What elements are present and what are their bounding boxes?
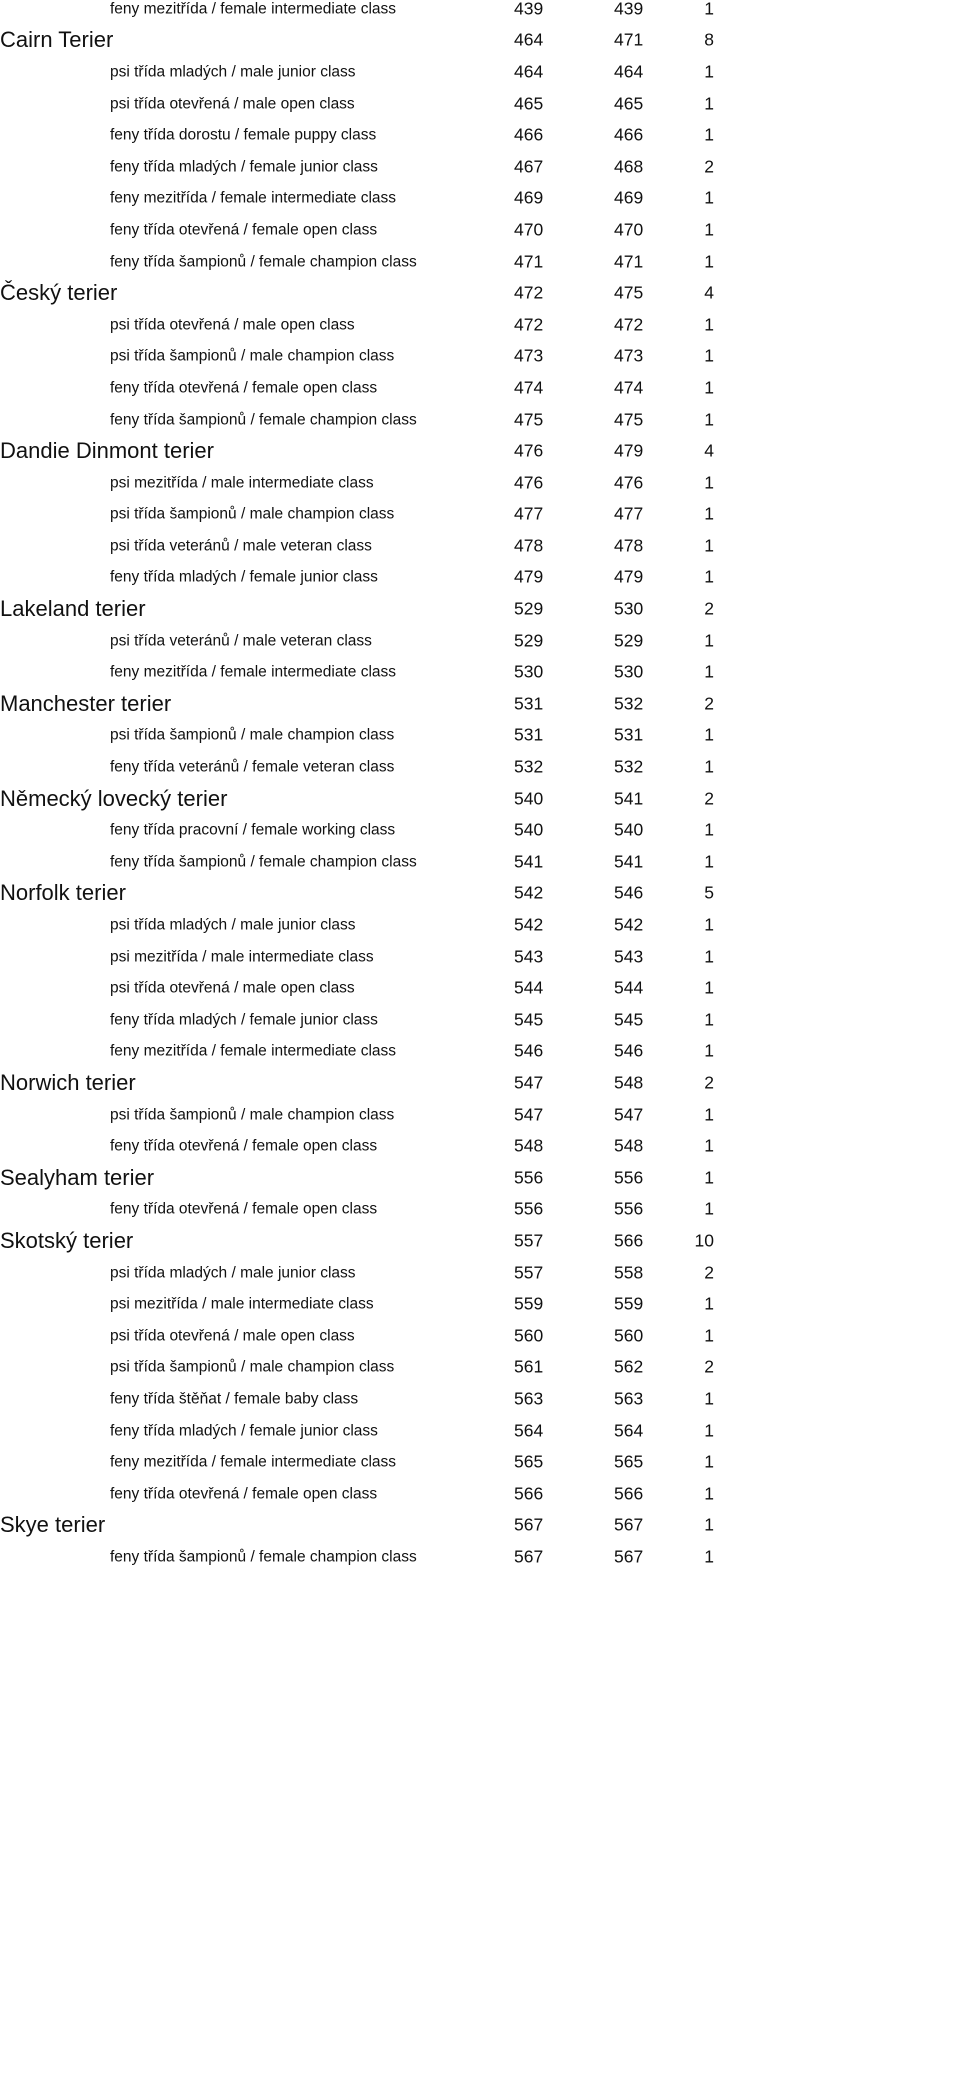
- entry-count: 1: [704, 1419, 714, 1440]
- entry-count: 1: [704, 661, 714, 682]
- number-from: 531: [514, 693, 544, 714]
- entry-count: 5: [704, 882, 714, 903]
- entry-count: 1: [704, 187, 714, 208]
- number-to: 479: [614, 566, 644, 587]
- class-name: feny třída pracovní / female working class: [110, 821, 396, 839]
- number-to: 439: [614, 0, 644, 19]
- number-to: 548: [614, 1072, 644, 1093]
- class-name: psi třída veteránů / male veteran class: [110, 631, 372, 649]
- number-from: 464: [514, 29, 544, 50]
- class-name: feny třída šampionů / female champion class: [110, 410, 417, 428]
- breed-name: Skotský terier: [0, 1227, 134, 1253]
- class-row: [0, 1415, 960, 1447]
- entry-count: 2: [704, 1261, 714, 1282]
- entry-count: 1: [704, 1009, 714, 1030]
- class-row: [0, 1541, 960, 1573]
- breed-row: [0, 783, 960, 815]
- number-from: 543: [514, 945, 544, 966]
- class-name: psi mezitřída / male intermediate class: [110, 1295, 374, 1313]
- number-to: 545: [614, 1009, 644, 1030]
- class-name: psi třída veteránů / male veteran class: [110, 537, 372, 555]
- number-from: 469: [514, 187, 544, 208]
- class-name: psi třída šampionů / male champion class: [110, 726, 395, 744]
- number-to: 532: [614, 693, 644, 714]
- entry-count: 1: [704, 61, 714, 82]
- number-to: 474: [614, 377, 644, 398]
- entry-count: 1: [704, 345, 714, 366]
- class-name: psi třída otevřená / male open class: [110, 1326, 355, 1344]
- class-row: [0, 341, 960, 373]
- number-to: 567: [614, 1546, 644, 1567]
- entry-count: 1: [704, 1451, 714, 1472]
- entry-count: 1: [704, 1103, 714, 1124]
- number-from: 530: [514, 661, 544, 682]
- class-name: feny mezitřída / female intermediate class: [110, 1453, 397, 1471]
- entry-count: 1: [704, 945, 714, 966]
- number-to: 478: [614, 535, 644, 556]
- class-row: [0, 656, 960, 688]
- number-from: 547: [514, 1103, 544, 1124]
- class-row: [0, 214, 960, 246]
- number-from: 546: [514, 1040, 544, 1061]
- number-to: 530: [614, 598, 644, 619]
- number-to: 475: [614, 282, 644, 303]
- number-to: 530: [614, 661, 644, 682]
- class-name: psi třída šampionů / male champion class: [110, 1105, 395, 1123]
- entry-count: 1: [704, 471, 714, 492]
- number-to: 470: [614, 219, 644, 240]
- number-from: 464: [514, 61, 544, 82]
- class-name: psi třída mladých / male junior class: [110, 916, 356, 934]
- number-from: 566: [514, 1482, 544, 1503]
- class-row: [0, 720, 960, 752]
- number-from: 541: [514, 851, 544, 872]
- class-name: psi třída otevřená / male open class: [110, 315, 355, 333]
- number-to: 562: [614, 1356, 644, 1377]
- class-row: [0, 941, 960, 973]
- number-to: 475: [614, 408, 644, 429]
- number-to: 468: [614, 156, 644, 177]
- number-to: 532: [614, 756, 644, 777]
- breed-row: [0, 878, 960, 910]
- number-to: 542: [614, 914, 644, 935]
- entry-count: 1: [704, 250, 714, 271]
- entry-count: 1: [704, 408, 714, 429]
- class-name: feny třída štěňat / female baby class: [110, 1390, 359, 1408]
- number-to: 559: [614, 1293, 644, 1314]
- class-name: feny třída otevřená / female open class: [110, 221, 378, 239]
- class-row: [0, 151, 960, 183]
- entry-count: 2: [704, 598, 714, 619]
- entry-count: 1: [704, 1546, 714, 1567]
- number-from: 561: [514, 1356, 544, 1377]
- number-to: 466: [614, 124, 644, 145]
- class-row: [0, 1257, 960, 1289]
- breed-name: Skye terier: [0, 1512, 106, 1538]
- class-row: [0, 1352, 960, 1384]
- number-from: 439: [514, 0, 544, 19]
- number-to: 547: [614, 1103, 644, 1124]
- number-to: 565: [614, 1451, 644, 1472]
- entry-count: 1: [704, 756, 714, 777]
- number-to: 546: [614, 882, 644, 903]
- number-to: 472: [614, 313, 644, 334]
- class-name: psi třída mladých / male junior class: [110, 63, 356, 81]
- entry-count: 1: [704, 1167, 714, 1188]
- class-name: feny třída otevřená / female open class: [110, 1484, 378, 1502]
- number-to: 564: [614, 1419, 644, 1440]
- breed-name: Dandie Dinmont terier: [0, 438, 214, 464]
- number-to: 541: [614, 851, 644, 872]
- entry-count: 1: [704, 1514, 714, 1535]
- class-name: psi třída otevřená / male open class: [110, 979, 355, 997]
- class-row: [0, 372, 960, 404]
- breed-row: [0, 1162, 960, 1194]
- entry-count: 1: [704, 1482, 714, 1503]
- class-name: feny mezitřída / female intermediate class: [110, 189, 397, 207]
- class-row: [0, 530, 960, 562]
- entry-count: 1: [704, 535, 714, 556]
- breed-name: Sealyham terier: [0, 1164, 155, 1190]
- entry-count: 1: [704, 819, 714, 840]
- class-name: feny mezitřída / female intermediate class: [110, 1042, 397, 1060]
- entry-count: 2: [704, 156, 714, 177]
- class-name: psi mezitřída / male intermediate class: [110, 473, 374, 491]
- number-from: 478: [514, 535, 544, 556]
- class-row: [0, 1130, 960, 1162]
- number-from: 567: [514, 1546, 544, 1567]
- class-row: [0, 846, 960, 878]
- number-to: 479: [614, 440, 644, 461]
- number-to: 541: [614, 787, 644, 808]
- entry-count: 1: [704, 313, 714, 334]
- number-from: 542: [514, 882, 544, 903]
- number-from: 531: [514, 724, 544, 745]
- number-from: 557: [514, 1230, 544, 1251]
- number-to: 473: [614, 345, 644, 366]
- number-to: 566: [614, 1482, 644, 1503]
- entry-count: 1: [704, 1040, 714, 1061]
- breed-row: [0, 1225, 960, 1257]
- number-from: 556: [514, 1198, 544, 1219]
- number-from: 567: [514, 1514, 544, 1535]
- number-from: 542: [514, 914, 544, 935]
- class-row: [0, 562, 960, 594]
- number-to: 471: [614, 29, 644, 50]
- class-name: feny třída veteránů / female veteran class: [110, 758, 395, 776]
- entry-count: 1: [704, 1135, 714, 1156]
- number-from: 472: [514, 282, 544, 303]
- entry-count: 1: [704, 566, 714, 587]
- number-to: 566: [614, 1230, 644, 1251]
- entry-count: 1: [704, 724, 714, 745]
- breed-row: [0, 688, 960, 720]
- entry-count: 1: [704, 914, 714, 935]
- class-name: psi třída mladých / male junior class: [110, 1263, 356, 1281]
- number-from: 472: [514, 313, 544, 334]
- number-to: 544: [614, 977, 644, 998]
- entry-count: 10: [694, 1230, 714, 1251]
- number-from: 529: [514, 598, 544, 619]
- breed-row: [0, 435, 960, 467]
- class-name: feny třída otevřená / female open class: [110, 1200, 378, 1218]
- class-name: feny třída mladých / female junior class: [110, 1421, 378, 1439]
- number-from: 547: [514, 1072, 544, 1093]
- number-to: 531: [614, 724, 644, 745]
- number-to: 469: [614, 187, 644, 208]
- entry-count: 8: [704, 29, 714, 50]
- class-name: psi třída šampionů / male champion class: [110, 347, 395, 365]
- number-from: 475: [514, 408, 544, 429]
- class-row: [0, 751, 960, 783]
- number-from: 477: [514, 503, 544, 524]
- entry-count: 1: [704, 0, 714, 19]
- class-row: [0, 467, 960, 499]
- class-row: [0, 1320, 960, 1352]
- class-row: [0, 1004, 960, 1036]
- class-name: feny třída šampionů / female champion class: [110, 1548, 417, 1566]
- breed-row: [0, 25, 960, 57]
- class-name: feny třída mladých / female junior class: [110, 568, 378, 586]
- class-row: [0, 1446, 960, 1478]
- number-to: 540: [614, 819, 644, 840]
- breed-name: Manchester terier: [0, 690, 172, 716]
- number-from: 465: [514, 92, 544, 113]
- breed-row: [0, 593, 960, 625]
- class-row: [0, 1478, 960, 1510]
- breed-name: Cairn Terier: [0, 27, 114, 53]
- number-from: 544: [514, 977, 544, 998]
- number-from: 532: [514, 756, 544, 777]
- class-row: [0, 1383, 960, 1415]
- number-to: 471: [614, 250, 644, 271]
- entry-count: 1: [704, 1324, 714, 1345]
- entry-count: 2: [704, 787, 714, 808]
- class-row: [0, 1036, 960, 1068]
- number-to: 529: [614, 629, 644, 650]
- class-row: [0, 183, 960, 215]
- entry-count: 4: [704, 440, 714, 461]
- number-from: 556: [514, 1167, 544, 1188]
- breed-name: Lakeland terier: [0, 596, 146, 622]
- entry-count: 2: [704, 1356, 714, 1377]
- entry-count: 1: [704, 1198, 714, 1219]
- entry-count: 2: [704, 693, 714, 714]
- number-to: 546: [614, 1040, 644, 1061]
- number-from: 476: [514, 471, 544, 492]
- breed-row: [0, 1510, 960, 1542]
- class-name: feny třída dorostu / female puppy class: [110, 126, 377, 144]
- class-name: psi třída šampionů / male champion class: [110, 1358, 395, 1376]
- class-row: [0, 246, 960, 278]
- number-to: 556: [614, 1198, 644, 1219]
- class-row: [0, 404, 960, 436]
- entry-count: 1: [704, 503, 714, 524]
- class-name: feny třída šampionů / female champion class: [110, 853, 417, 871]
- breed-name: Německý lovecký terier: [0, 785, 228, 811]
- entry-count: 1: [704, 92, 714, 113]
- number-from: 559: [514, 1293, 544, 1314]
- class-name: psi mezitřída / male intermediate class: [110, 947, 374, 965]
- class-name: feny třída otevřená / female open class: [110, 379, 378, 397]
- number-to: 563: [614, 1388, 644, 1409]
- number-from: 476: [514, 440, 544, 461]
- class-row: [0, 0, 960, 25]
- number-from: 529: [514, 629, 544, 650]
- number-from: 545: [514, 1009, 544, 1030]
- breed-name: Norwich terier: [0, 1069, 136, 1095]
- number-to: 464: [614, 61, 644, 82]
- class-name: feny třída mladých / female junior class: [110, 1011, 378, 1029]
- number-from: 471: [514, 250, 544, 271]
- class-row: [0, 88, 960, 120]
- number-from: 563: [514, 1388, 544, 1409]
- number-to: 560: [614, 1324, 644, 1345]
- number-from: 474: [514, 377, 544, 398]
- number-from: 557: [514, 1261, 544, 1282]
- entry-count: 1: [704, 377, 714, 398]
- class-row: [0, 814, 960, 846]
- number-from: 466: [514, 124, 544, 145]
- class-row: [0, 309, 960, 341]
- number-from: 473: [514, 345, 544, 366]
- class-row: [0, 909, 960, 941]
- entry-count: 4: [704, 282, 714, 303]
- number-from: 560: [514, 1324, 544, 1345]
- number-to: 548: [614, 1135, 644, 1156]
- class-row: [0, 499, 960, 531]
- class-row: [0, 56, 960, 88]
- entry-count: 1: [704, 219, 714, 240]
- number-from: 540: [514, 819, 544, 840]
- class-name: psi třída otevřená / male open class: [110, 94, 355, 112]
- breed-row: [0, 1067, 960, 1099]
- breed-name: Český terier: [0, 280, 118, 306]
- number-from: 479: [514, 566, 544, 587]
- class-row: [0, 972, 960, 1004]
- number-to: 567: [614, 1514, 644, 1535]
- class-name: feny mezitřída / female intermediate class: [110, 663, 397, 681]
- number-from: 540: [514, 787, 544, 808]
- breed-name: Norfolk terier: [0, 880, 126, 906]
- entry-count: 2: [704, 1072, 714, 1093]
- number-to: 477: [614, 503, 644, 524]
- class-row: [0, 625, 960, 657]
- entry-count: 1: [704, 124, 714, 145]
- class-name: feny třída šampionů / female champion class: [110, 252, 417, 270]
- number-to: 476: [614, 471, 644, 492]
- number-from: 564: [514, 1419, 544, 1440]
- breed-row: [0, 277, 960, 309]
- number-from: 548: [514, 1135, 544, 1156]
- number-from: 565: [514, 1451, 544, 1472]
- class-name: feny třída otevřená / female open class: [110, 1137, 378, 1155]
- entry-count: 1: [704, 1388, 714, 1409]
- class-row: [0, 119, 960, 151]
- class-name: feny mezitřída / female intermediate class: [110, 0, 397, 18]
- number-to: 556: [614, 1167, 644, 1188]
- number-to: 465: [614, 92, 644, 113]
- number-to: 558: [614, 1261, 644, 1282]
- entry-count: 1: [704, 1293, 714, 1314]
- class-name: psi třída šampionů / male champion class: [110, 505, 395, 523]
- entry-count: 1: [704, 977, 714, 998]
- entry-count: 1: [704, 629, 714, 650]
- class-name: feny třída mladých / female junior class: [110, 158, 378, 176]
- class-row: [0, 1194, 960, 1226]
- entry-count: 1: [704, 851, 714, 872]
- class-row: [0, 1099, 960, 1131]
- number-from: 467: [514, 156, 544, 177]
- class-row: [0, 1288, 960, 1320]
- number-to: 543: [614, 945, 644, 966]
- number-from: 470: [514, 219, 544, 240]
